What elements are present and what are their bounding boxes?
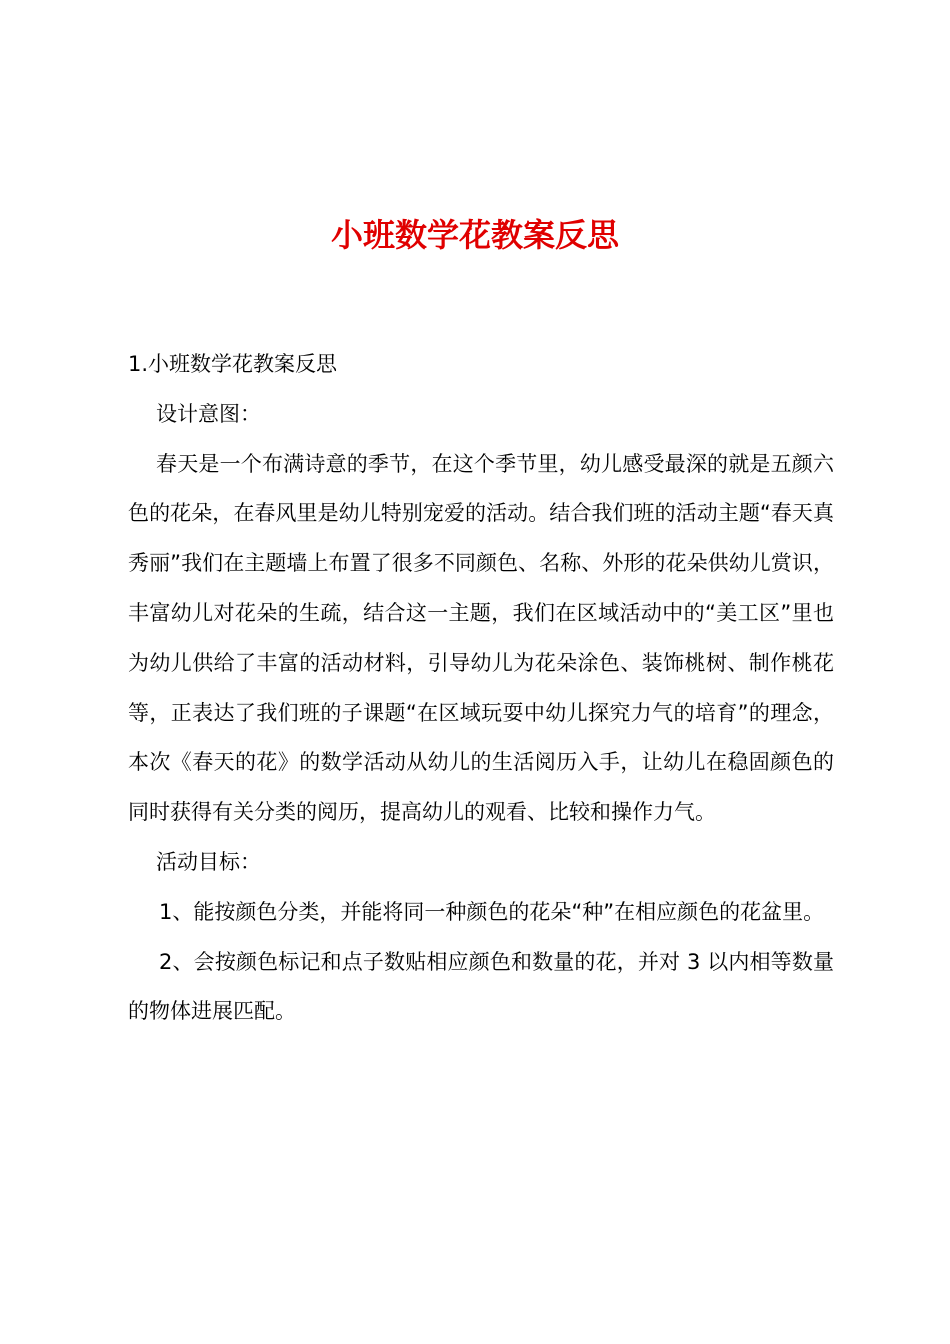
goals-label: 活动目标：: [156, 849, 261, 874]
goal-item-1: 1、能按颜色分类，并能将同一种颜色的花朵“种”在相应颜色的花盆里。: [159, 899, 825, 924]
section-heading: 1.小班数学花教案反思: [128, 352, 338, 376]
document-body: [128, 340, 834, 1037]
goal-item-2: 2、会按颜色标记和点子数贴相应颜色和数量的花，并对 3 以内相等数量的物体进展匹配。: [128, 949, 834, 1024]
design-intent-paragraph: 春天是一个布满诗意的季节，在这个季节里，幼儿感受最深的就是五颜六色的花朵，在春风里是幼儿特别宠爱的活动。结合我们班的活动主题“春天真秀丽”我们在主题墙上布置了很多不同颜色、名称、外形的花朵供幼儿赏识，丰富幼儿对花朵的生疏，结合这一主题，我们在区域活动中的“美工区”里也为幼儿供给了丰富的活动材料，引导幼儿为花朵涂色、装饰桃树、制作桃花等，正表达了我们班的子课题“在区域玩耍中幼儿探究力气的培育”的理念，本次《春天的花》的数学活动从幼儿的生活阅历入手，让幼儿在稳固颜色的同时获得有关分类的阅历，提高幼儿的观看、比较和操作力气。: [128, 451, 834, 825]
document-title: 小班数学花教案反思: [330, 216, 619, 254]
design-intent-label: 设计意图：: [156, 401, 261, 426]
